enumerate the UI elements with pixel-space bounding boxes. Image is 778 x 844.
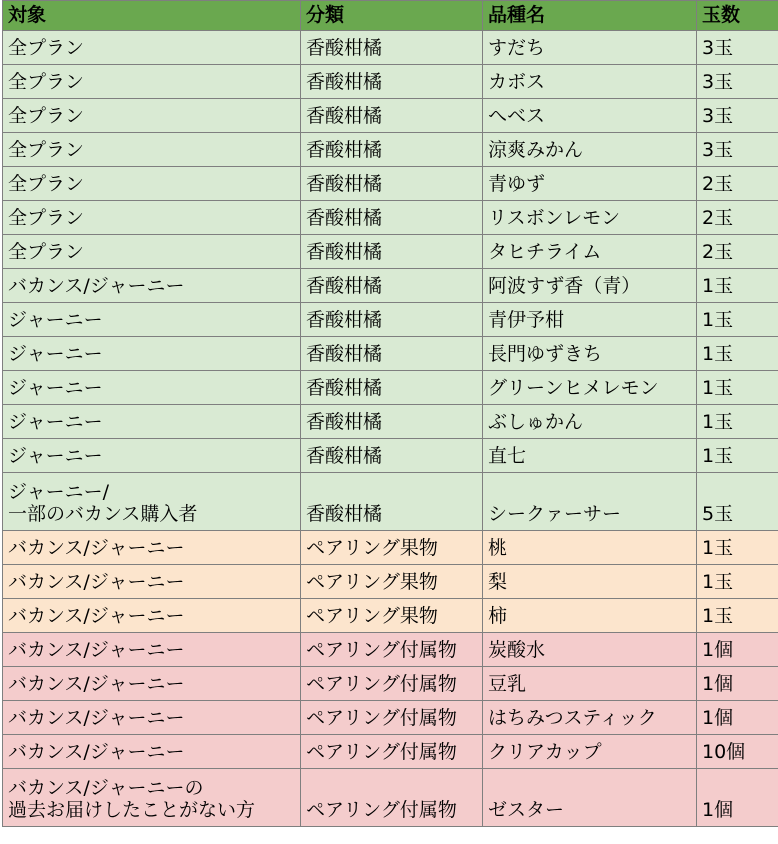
variety-cell[interactable]: 柿 (483, 599, 697, 633)
quantity-cell[interactable]: 2玉 (697, 201, 778, 235)
quantity-cell[interactable]: 1玉 (697, 269, 778, 303)
column-header-category[interactable]: 分類 (301, 1, 483, 31)
table-body (3, 31, 778, 827)
target-line: ジャーニー (8, 343, 103, 365)
target-line: バカンス/ジャーニー (8, 639, 185, 661)
table-row (3, 405, 778, 439)
target-line: 一部のバカンス購入者 (8, 503, 198, 525)
variety-cell[interactable]: ゼスター (483, 769, 697, 827)
category-cell[interactable]: 香酸柑橘 (301, 201, 483, 235)
target-line: 全プラン (8, 173, 85, 195)
target-cell[interactable] (3, 599, 301, 633)
category-cell[interactable]: ペアリング果物 (301, 531, 483, 565)
quantity-cell[interactable]: 3玉 (697, 65, 778, 99)
target-line: バカンス/ジャーニー (8, 537, 185, 559)
target-cell[interactable] (3, 473, 301, 531)
table-row (3, 99, 778, 133)
target-line: バカンス/ジャーニー (8, 571, 185, 593)
target-line: ジャーニー/ (8, 481, 110, 503)
table-row (3, 31, 778, 65)
target-cell[interactable] (3, 303, 301, 337)
table-row (3, 65, 778, 99)
variety-cell[interactable]: 炭酸水 (483, 633, 697, 667)
target-line: ジャーニー (8, 377, 103, 399)
table-row (3, 531, 778, 565)
table-row (3, 337, 778, 371)
target-cell[interactable] (3, 201, 301, 235)
variety-cell[interactable]: 直七 (483, 439, 697, 473)
quantity-cell[interactable]: 1玉 (697, 371, 778, 405)
category-cell[interactable]: 香酸柑橘 (301, 269, 483, 303)
variety-cell[interactable]: へベス (483, 99, 697, 133)
table-row (3, 269, 778, 303)
target-cell[interactable] (3, 31, 301, 65)
category-cell[interactable]: ペアリング付属物 (301, 667, 483, 701)
target-cell[interactable] (3, 531, 301, 565)
table-row (3, 633, 778, 667)
target-cell[interactable] (3, 701, 301, 735)
table-row (3, 565, 778, 599)
quantity-cell[interactable]: 1個 (697, 633, 778, 667)
target-line: バカンス/ジャーニー (8, 275, 185, 297)
column-header-quantity[interactable]: 玉数 (697, 1, 778, 31)
table-row (3, 201, 778, 235)
quantity-cell[interactable]: 2玉 (697, 167, 778, 201)
target-line: バカンス/ジャーニー (8, 707, 185, 729)
quantity-cell[interactable]: 1玉 (697, 565, 778, 599)
table-row (3, 371, 778, 405)
table-row (3, 303, 778, 337)
category-cell[interactable]: 香酸柑橘 (301, 65, 483, 99)
variety-cell[interactable]: 長門ゆずきち (483, 337, 697, 371)
category-cell[interactable]: 香酸柑橘 (301, 405, 483, 439)
table-row (3, 735, 778, 769)
target-cell[interactable] (3, 99, 301, 133)
quantity-cell[interactable]: 1個 (697, 667, 778, 701)
spreadsheet-table (2, 0, 778, 827)
target-line: バカンス/ジャーニー (8, 741, 185, 763)
table-row (3, 167, 778, 201)
target-cell[interactable] (3, 769, 301, 827)
target-cell[interactable] (3, 439, 301, 473)
target-cell[interactable] (3, 667, 301, 701)
target-line: 過去お届けしたことがない方 (8, 799, 256, 821)
table-row (3, 701, 778, 735)
variety-cell[interactable]: カボス (483, 65, 697, 99)
table-row (3, 473, 778, 531)
quantity-cell[interactable]: 1個 (697, 701, 778, 735)
quantity-cell[interactable]: 1個 (697, 769, 778, 827)
quantity-cell[interactable]: 3玉 (697, 133, 778, 167)
variety-cell[interactable]: 梨 (483, 565, 697, 599)
target-cell[interactable] (3, 633, 301, 667)
quantity-cell[interactable]: 3玉 (697, 99, 778, 133)
column-header-target[interactable]: 対象 (3, 1, 301, 31)
quantity-cell[interactable]: 2玉 (697, 235, 778, 269)
table-row (3, 769, 778, 827)
target-line: バカンス/ジャーニー (8, 605, 185, 627)
category-cell[interactable]: 香酸柑橘 (301, 439, 483, 473)
target-line: ジャーニー (8, 309, 103, 331)
target-line: 全プラン (8, 105, 85, 127)
target-line: 全プラン (8, 207, 85, 229)
variety-cell[interactable]: シークァーサー (483, 473, 697, 531)
target-line: 全プラン (8, 139, 85, 161)
target-cell[interactable] (3, 565, 301, 599)
target-cell[interactable] (3, 235, 301, 269)
category-cell[interactable]: 香酸柑橘 (301, 337, 483, 371)
category-cell[interactable]: 香酸柑橘 (301, 371, 483, 405)
target-cell[interactable] (3, 371, 301, 405)
category-cell[interactable]: ペアリング果物 (301, 599, 483, 633)
category-cell[interactable]: ペアリング付属物 (301, 735, 483, 769)
table-row (3, 599, 778, 633)
variety-cell[interactable]: はちみつスティック (483, 701, 697, 735)
target-line: バカンス/ジャーニーの (8, 777, 204, 799)
category-cell[interactable]: 香酸柑橘 (301, 235, 483, 269)
quantity-cell[interactable]: 1玉 (697, 439, 778, 473)
target-cell[interactable] (3, 269, 301, 303)
category-cell[interactable]: 香酸柑橘 (301, 133, 483, 167)
target-line: ジャーニー (8, 445, 103, 467)
variety-cell[interactable]: リスボンレモン (483, 201, 697, 235)
category-cell[interactable]: 香酸柑橘 (301, 99, 483, 133)
variety-cell[interactable]: 涼爽みかん (483, 133, 697, 167)
variety-cell[interactable]: クリアカップ (483, 735, 697, 769)
category-cell[interactable]: 香酸柑橘 (301, 303, 483, 337)
category-cell[interactable]: ペアリング果物 (301, 565, 483, 599)
column-header-variety[interactable]: 品種名 (483, 1, 697, 31)
category-cell[interactable]: ペアリング付属物 (301, 769, 483, 827)
quantity-cell[interactable]: 1玉 (697, 337, 778, 371)
header-row (3, 1, 778, 31)
table-row (3, 667, 778, 701)
target-line: バカンス/ジャーニー (8, 673, 185, 695)
category-cell[interactable]: 香酸柑橘 (301, 31, 483, 65)
table-row (3, 235, 778, 269)
variety-cell[interactable]: 桃 (483, 531, 697, 565)
target-line: 全プラン (8, 37, 85, 59)
target-cell[interactable] (3, 337, 301, 371)
quantity-cell[interactable]: 3玉 (697, 31, 778, 65)
target-line: 全プラン (8, 71, 85, 93)
variety-cell[interactable]: タヒチライム (483, 235, 697, 269)
variety-cell[interactable]: すだち (483, 31, 697, 65)
target-cell[interactable] (3, 65, 301, 99)
quantity-cell[interactable]: 1玉 (697, 531, 778, 565)
target-line: ジャーニー (8, 411, 103, 433)
variety-cell[interactable]: 青伊予柑 (483, 303, 697, 337)
variety-cell[interactable]: ぶしゅかん (483, 405, 697, 439)
variety-cell[interactable]: 青ゆず (483, 167, 697, 201)
table-row (3, 133, 778, 167)
variety-cell[interactable]: 豆乳 (483, 667, 697, 701)
quantity-cell[interactable]: 1玉 (697, 599, 778, 633)
target-cell[interactable] (3, 133, 301, 167)
quantity-cell[interactable]: 1玉 (697, 405, 778, 439)
target-cell[interactable] (3, 735, 301, 769)
category-cell[interactable]: ペアリング付属物 (301, 701, 483, 735)
quantity-cell[interactable]: 10個 (697, 735, 778, 769)
quantity-cell[interactable]: 5玉 (697, 473, 778, 531)
table-row (3, 439, 778, 473)
quantity-cell[interactable]: 1玉 (697, 303, 778, 337)
target-line: 全プラン (8, 241, 85, 263)
variety-cell[interactable]: 阿波すず香（青） (483, 269, 697, 303)
target-cell[interactable] (3, 405, 301, 439)
category-cell[interactable]: ペアリング付属物 (301, 633, 483, 667)
category-cell[interactable]: 香酸柑橘 (301, 167, 483, 201)
variety-cell[interactable]: グリーンヒメレモン (483, 371, 697, 405)
category-cell[interactable]: 香酸柑橘 (301, 473, 483, 531)
target-cell[interactable] (3, 167, 301, 201)
